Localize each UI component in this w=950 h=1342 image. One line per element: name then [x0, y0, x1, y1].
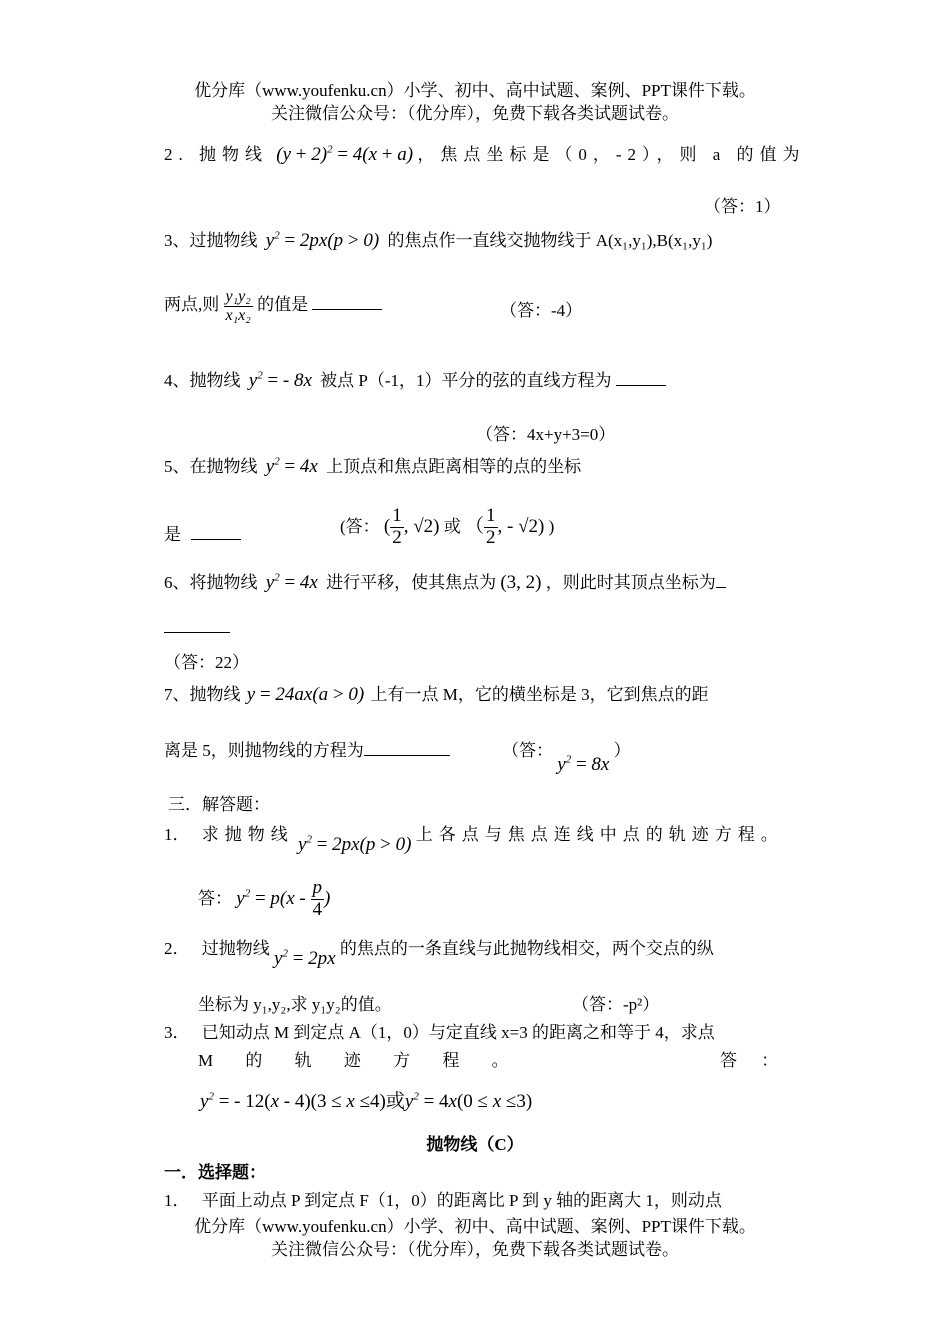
footer-line-1: 优分库（www.youfenku.cn）小学、初中、高中试题、案例、PPT课件下载。	[194, 1217, 756, 1236]
q7-answer-formula: $y^2 = 8x$	[557, 753, 610, 775]
question-3	[164, 226, 712, 252]
question-5-line-2	[164, 520, 241, 545]
question-3-line-2	[164, 288, 382, 324]
q6-blank-start[interactable]	[716, 571, 726, 588]
q3-fraction	[224, 288, 253, 324]
p3-text-b: M 的 轨 迹 方 程 。	[198, 1051, 509, 1070]
q3-frac-num: y₁y₂	[225, 288, 251, 305]
question-6	[164, 568, 726, 594]
q2-label: 2. 抛物线	[164, 145, 268, 164]
q2-text: ，焦点坐标是（0，-2），则 a 的值为	[417, 145, 806, 164]
q3-answer: （答：-4）	[500, 301, 583, 320]
q5-text-2: 是	[164, 525, 181, 544]
q6-text-2: ，则此时其顶点坐标为	[545, 573, 716, 592]
q4-formula: $y^2$ = - 8x	[248, 369, 312, 391]
q7-answer	[502, 736, 631, 775]
problem-2	[164, 934, 714, 969]
p2-text-c: 坐标为 y₁,y₂,求 y₁y₂的值。	[198, 995, 392, 1014]
q5-answer-point-1: ( $\frac{1}{2}$ , √2)	[383, 505, 440, 548]
p1-label: 1．	[164, 825, 190, 844]
q7-formula: y = 24ax(a > 0)	[246, 684, 365, 705]
section-c-title: 抛物线（C）	[426, 1135, 524, 1154]
q3-text: 的焦点作一直线交抛物线于 A(x₁,y₁),B(x₁,y₁)	[387, 231, 713, 250]
q6-formula: $y^2 = 4x$	[265, 571, 318, 593]
p2-label: 2．	[164, 939, 190, 958]
p1-answer-label: 答：	[198, 888, 232, 908]
question-4	[164, 366, 666, 392]
q6-label: 6、将抛物线	[164, 573, 258, 592]
question-7	[164, 680, 709, 706]
q4-label: 4、抛物线	[164, 371, 241, 390]
footer-line-2: 关注微信公众号：（优分库），免费下载各类试题试卷。	[271, 1240, 679, 1259]
p1-answer	[198, 878, 330, 921]
q6-blank-continue[interactable]	[164, 616, 230, 638]
q2-formula: $(y + 2)^2 = 4(x + a)$	[276, 143, 414, 165]
q5-answer-point-2: （ $\frac{1}{2}$ , - √2)	[465, 505, 545, 548]
p3-answer-label: 答 ：	[720, 1051, 779, 1070]
p1-text-a: 求抛物线	[201, 825, 294, 844]
c-q1-label: 1．	[164, 1191, 190, 1210]
q7-text-2: 离是 5，则抛物线的方程为	[164, 741, 364, 760]
question-5	[164, 452, 581, 478]
p1-formula: $y^2 = 2px(p > 0)$	[298, 833, 412, 855]
q7-label: 7、抛物线	[164, 685, 241, 704]
c-q1-text: 平面上动点 P 到定点 F（1，0）的距离比 P 到 y 轴的距离大 1，则动点	[201, 1191, 722, 1210]
q2-answer: （答：1）	[704, 197, 781, 216]
q6-answer: （答：22）	[164, 653, 249, 672]
p3-answer	[200, 1086, 532, 1113]
q5-blank[interactable]	[191, 523, 241, 540]
q5-formula: $y^2 = 4x$	[265, 455, 318, 477]
p2-text-a: 过抛物线	[201, 939, 270, 958]
q3-label: 3、过抛物线	[164, 231, 258, 250]
header-line-1: 优分库（www.youfenku.cn）小学、初中、高中试题、案例、PPT课件下载。	[194, 81, 756, 100]
q7-answer-prefix: （答：	[502, 741, 553, 760]
problem-1	[164, 820, 784, 855]
q6-point: (3, 2)	[500, 572, 542, 593]
q6-text: 进行平移，使其焦点为	[326, 573, 497, 592]
header-line-2: 关注微信公众号：（优分库），免费下载各类试题试卷。	[271, 104, 679, 123]
q7-text: 上有一点 M，它的横坐标是 3，它到焦点的距	[370, 685, 709, 704]
p3-answer-formula: $y^2$ = - 12(x - 4)(3 ≤ x ≤4)或$y^2 = 4x(0 \le x \le 3)$	[200, 1090, 533, 1112]
section-3-title: 三．解答题：	[168, 795, 270, 814]
problem-3	[164, 1018, 715, 1043]
question-7-line-2	[164, 736, 450, 761]
section-c-subtitle: 一．选择题：	[164, 1163, 266, 1182]
q3-text-3: 的值是	[257, 295, 309, 314]
question-2	[164, 140, 806, 166]
p1-answer-formula: $y^2 = p(x$ - $\frac{p}{4}$ )	[236, 877, 331, 920]
q5-answer-or: 或	[443, 516, 461, 536]
q3-formula: $y^2 = 2px(p > 0)$	[265, 229, 380, 251]
q5-answer	[340, 506, 554, 549]
section-c-question-1	[164, 1186, 722, 1211]
q3-frac-den: x₁x₂	[225, 306, 251, 324]
q4-text: 被点 P（-1，1）平分的弦的直线方程为	[320, 371, 612, 390]
p1-text-b: 上各点与焦点连线中点的轨迹方程。	[415, 825, 784, 844]
p2-formula: $y^2 = 2px$	[274, 947, 336, 969]
q4-answer: （答：4x+y+3=0）	[476, 425, 616, 444]
q5-label: 5、在抛物线	[164, 457, 258, 476]
q5-text: 上顶点和焦点距离相等的点的坐标	[326, 457, 582, 476]
q7-blank[interactable]	[364, 739, 450, 756]
q5-answer-suffix: )	[548, 516, 555, 536]
p2-text-b: 的焦点的一条直线与此抛物线相交，两个交点的纵	[339, 939, 714, 958]
q3-text-2: 两点,则	[164, 295, 220, 314]
p2-answer: （答：-p²）	[572, 995, 660, 1014]
q5-answer-prefix: (答：	[340, 516, 380, 536]
q3-blank[interactable]	[312, 293, 382, 310]
q7-answer-suffix: ）	[613, 741, 631, 760]
p3-text-a: 已知动点 M 到定点 A（1，0）与定直线 x=3 的距离之和等于 4，求点	[201, 1023, 715, 1042]
q4-blank[interactable]	[616, 369, 666, 386]
p3-label: 3．	[164, 1023, 190, 1042]
